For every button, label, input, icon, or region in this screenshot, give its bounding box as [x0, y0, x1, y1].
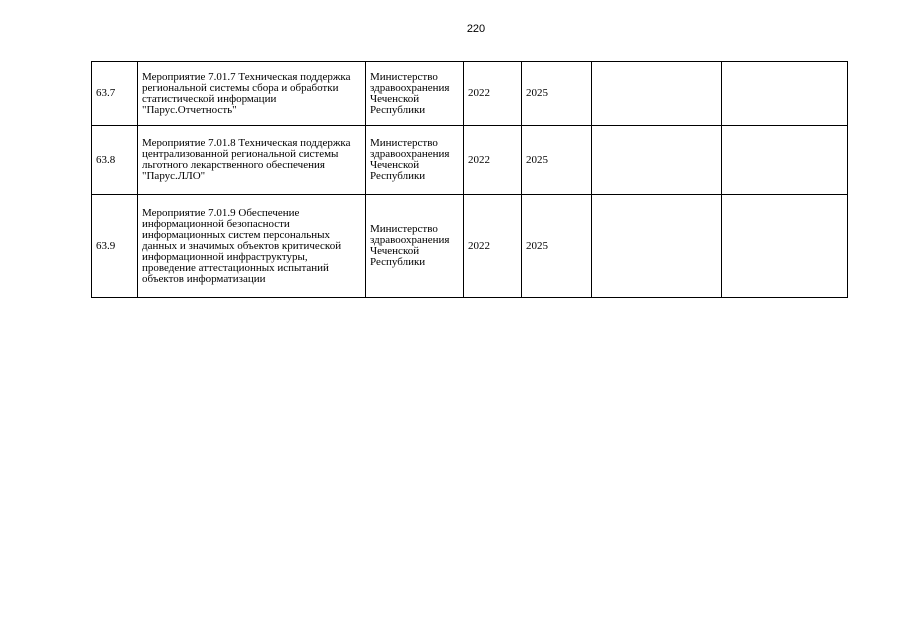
activity-description: Мероприятие 7.01.8 Техническая поддержка централизованной региональной системы льготного лекарственного обеспечения "Парус.ЛЛО"	[138, 126, 366, 195]
responsible-organization: Министерство здравоохранения Чеченской Республики	[366, 126, 464, 195]
start-year: 2022	[464, 126, 522, 195]
activity-description: Мероприятие 7.01.7 Техническая поддержка региональной системы сбора и обработки статистической информации "Парус.Отчетность"	[138, 62, 366, 126]
empty-cell	[592, 62, 722, 126]
row-number: 63.9	[92, 195, 138, 298]
empty-cell	[722, 195, 848, 298]
table-row	[92, 126, 848, 195]
end-year: 2025	[522, 195, 592, 298]
table-row	[92, 62, 848, 126]
responsible-organization: Министерство здравоохранения Чеченской Республики	[366, 62, 464, 126]
row-number: 63.8	[92, 126, 138, 195]
end-year: 2025	[522, 62, 592, 126]
start-year: 2022	[464, 62, 522, 126]
responsible-organization: Министерство здравоохранения Чеченской Республики	[366, 195, 464, 298]
empty-cell	[592, 195, 722, 298]
activities-table	[91, 61, 848, 298]
row-number: 63.7	[92, 62, 138, 126]
start-year: 2022	[464, 195, 522, 298]
page-number: 220	[466, 23, 486, 35]
end-year: 2025	[522, 126, 592, 195]
empty-cell	[722, 62, 848, 126]
empty-cell	[592, 126, 722, 195]
empty-cell	[722, 126, 848, 195]
table-row	[92, 195, 848, 298]
activity-description: Мероприятие 7.01.9 Обеспечение информационной безопасности информационных систем персональных данных и значимых объектов критической информационной инфраструктуры, проведение аттестационных испытаний объектов информатизации	[138, 195, 366, 298]
